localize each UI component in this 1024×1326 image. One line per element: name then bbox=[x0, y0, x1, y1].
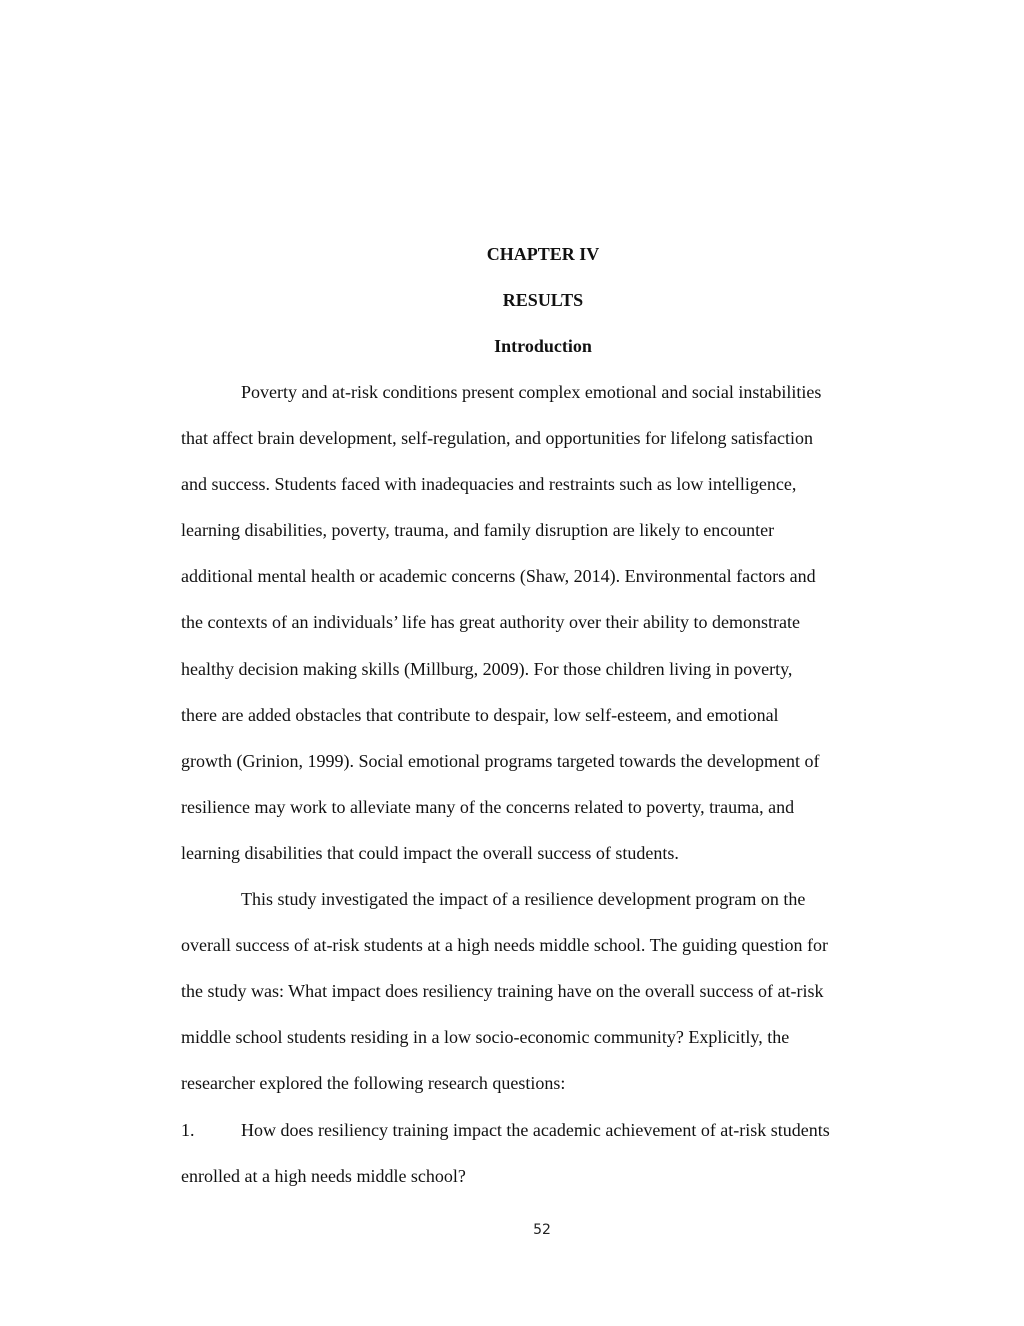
paragraph-line: healthy decision making skills (Millburg, 2009). For those children living in poverty, bbox=[181, 658, 793, 679]
list-item-continuation: enrolled at a high needs middle school? bbox=[181, 1166, 466, 1187]
paragraph-line: learning disabilities that could impact the overall success of students. bbox=[181, 842, 679, 863]
paragraph-line: the study was: What impact does resiliency training have on the overall success of at-risk bbox=[181, 981, 824, 1002]
paragraph-1 bbox=[181, 369, 905, 876]
chapter-heading: CHAPTER IV bbox=[486, 244, 600, 264]
paragraph-line: researcher explored the following research questions: bbox=[181, 1073, 566, 1094]
paragraph-line: learning disabilities, poverty, trauma, and family disruption are likely to encounter bbox=[181, 520, 775, 541]
paragraph-line: there are added obstacles that contribute to despair, low self-esteem, and emotional bbox=[181, 704, 779, 725]
section-heading: RESULTS bbox=[502, 290, 584, 310]
paragraph-line: This study investigated the impact of a resilience development program on the bbox=[241, 889, 806, 909]
research-question-1 bbox=[181, 1107, 905, 1199]
paragraph-line: growth (Grinion, 1999). Social emotional programs targeted towards the development of bbox=[181, 750, 820, 771]
list-number: 1. bbox=[181, 1120, 195, 1140]
paragraph-line: additional mental health or academic concerns (Shaw, 2014). Environmental factors and bbox=[181, 566, 816, 587]
paragraph-line: Poverty and at-risk conditions present complex emotional and social instabilities bbox=[241, 382, 822, 402]
page-number: 52 bbox=[533, 1222, 551, 1238]
list-item-first-line bbox=[181, 1120, 830, 1140]
subsection-heading: Introduction bbox=[494, 336, 592, 356]
paragraph-2 bbox=[181, 876, 905, 1106]
paragraph-line: and success. Students faced with inadequacies and restraints such as low intelligence, bbox=[181, 474, 797, 495]
paragraph-line: middle school students residing in a low socio-economic community? Explicitly, the bbox=[181, 1027, 790, 1048]
paragraph-line: the contexts of an individuals’ life has great authority over their ability to demonstrate bbox=[181, 612, 800, 633]
paragraph-line: that affect brain development, self-regulation, and opportunities for lifelong satisfaction bbox=[181, 428, 813, 449]
paragraph-line: resilience may work to alleviate many of the concerns related to poverty, trauma, and bbox=[181, 796, 795, 817]
paragraph-line: overall success of at-risk students at a high needs middle school. The guiding question for bbox=[181, 935, 829, 956]
list-item-text: How does resiliency training impact the academic achievement of at-risk students bbox=[241, 1120, 830, 1140]
